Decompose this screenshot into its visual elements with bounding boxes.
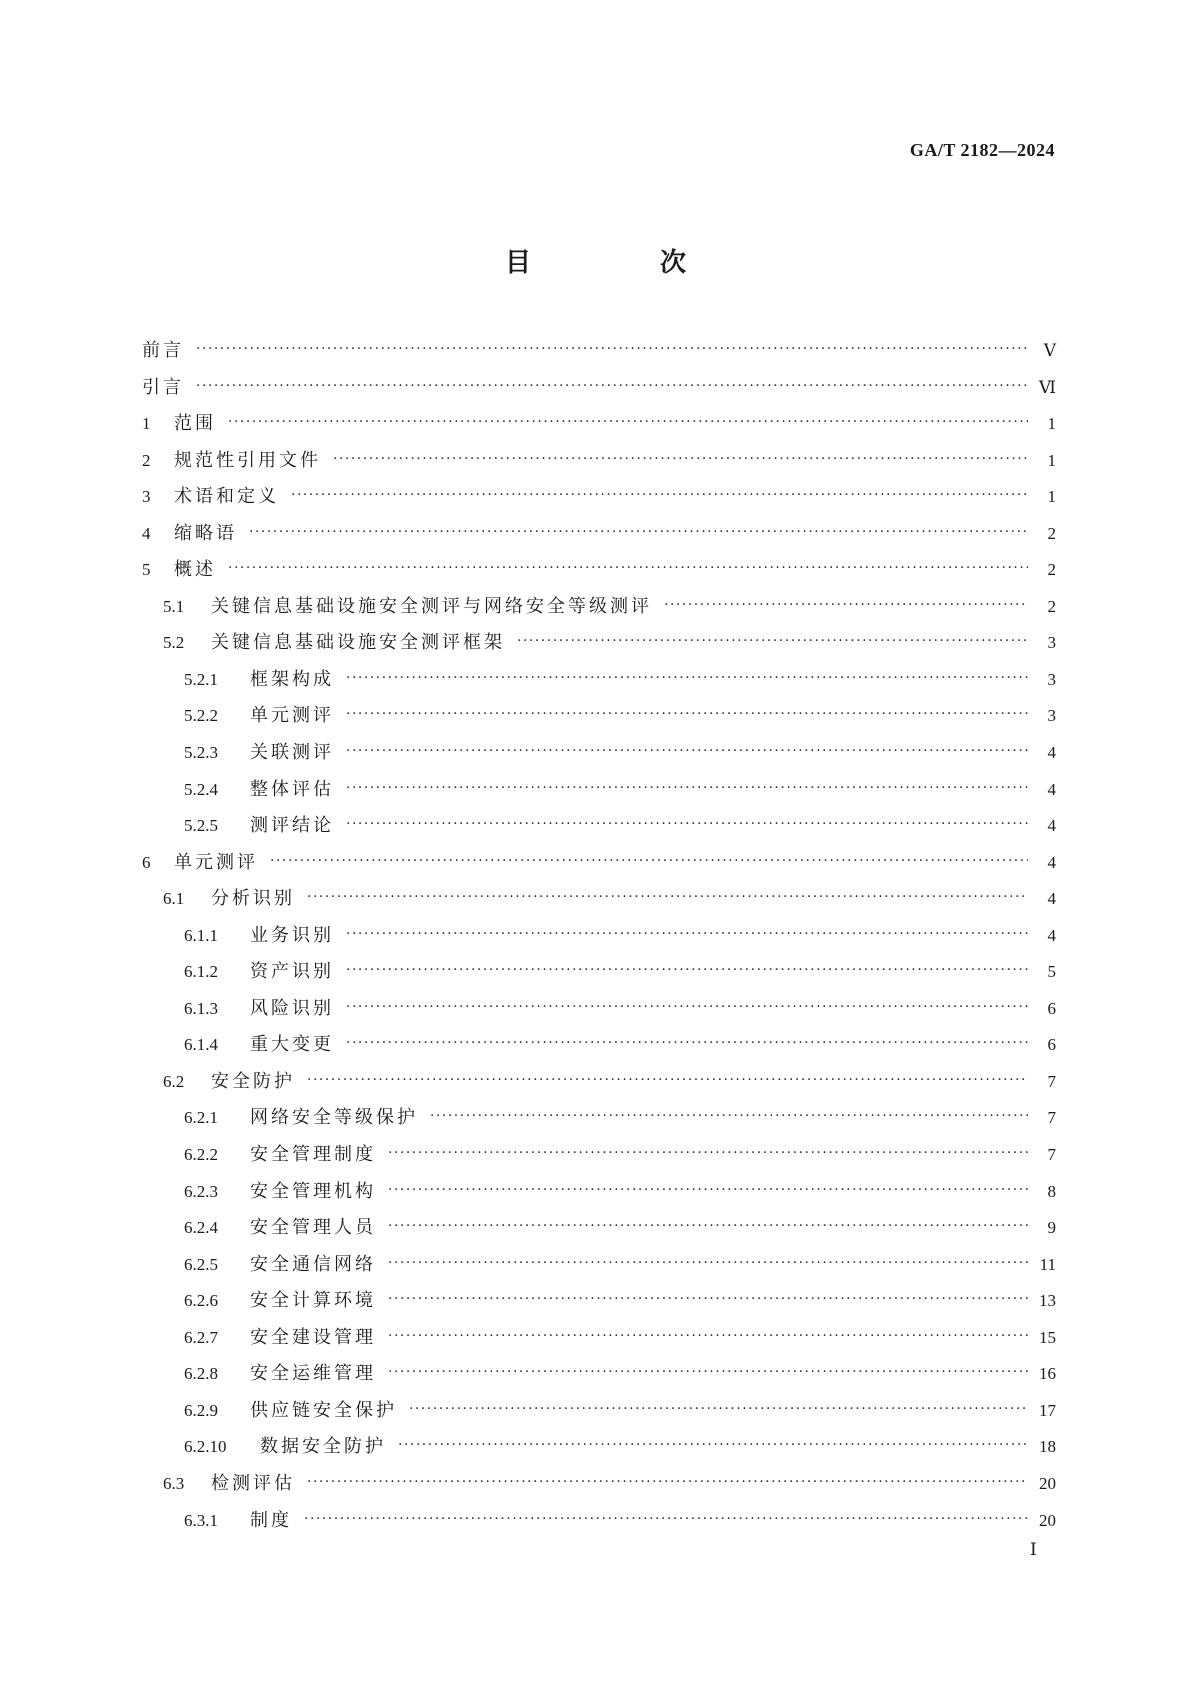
toc-entry-page: Ⅵ [1038, 377, 1056, 397]
toc-entry-label: 关联测评 [250, 742, 334, 764]
toc-entry-label: 制度 [250, 1509, 292, 1531]
toc-dot-leader [430, 1108, 1028, 1124]
toc-dot-leader [388, 1364, 1028, 1380]
toc-entry-page: Ⅴ [1043, 341, 1056, 360]
toc-entry-page: 2 [1047, 523, 1056, 543]
toc-entry-number: 6.1 [163, 889, 185, 909]
toc-entry[interactable] [142, 1177, 1056, 1214]
toc-entry[interactable] [142, 848, 1056, 885]
toc-entry-number: 6.2.1 [184, 1108, 218, 1128]
toc-entry-label: 风险识别 [250, 997, 334, 1019]
toc-entry-label: 规范性引用文件 [174, 449, 321, 471]
toc-entry-number: 5.2.5 [184, 816, 218, 836]
toc-entry-number: 6.2.10 [184, 1437, 227, 1457]
toc-entry-page: 1 [1047, 414, 1056, 434]
toc-entry-page: 4 [1047, 816, 1056, 836]
toc-entry-page: 8 [1047, 1181, 1056, 1201]
toc-entry-label: 安全建设管理 [250, 1326, 376, 1348]
toc-entry[interactable] [142, 1140, 1056, 1177]
toc-dot-leader [228, 560, 1028, 576]
toc-entry-number: 1 [142, 414, 151, 434]
toc-entry-number: 5.1 [163, 596, 185, 616]
toc-entry[interactable] [142, 482, 1056, 519]
toc-entry-number: 6.2.9 [184, 1400, 218, 1420]
toc-entry[interactable] [142, 1103, 1056, 1140]
toc-dot-leader [346, 780, 1028, 796]
toc-dot-leader [307, 889, 1028, 905]
toc-dot-leader [291, 487, 1028, 503]
toc-entry-page: 5 [1047, 962, 1056, 982]
toc-entry-label: 重大变更 [250, 1034, 334, 1056]
toc-entry-label: 安全运维管理 [250, 1363, 376, 1385]
toc-dot-leader [409, 1401, 1028, 1417]
toc-entry-page: 3 [1047, 669, 1056, 689]
toc-dot-leader [346, 926, 1028, 942]
toc-entry-number: 6.1.2 [184, 962, 218, 982]
toc-entry-page: 4 [1047, 779, 1056, 799]
toc-dot-leader [304, 1511, 1028, 1527]
toc-dot-leader [346, 962, 1028, 978]
toc-dot-leader [388, 1291, 1028, 1307]
toc-entry-label: 术语和定义 [174, 486, 279, 508]
toc-entry-page: 11 [1039, 1254, 1056, 1274]
toc-entry-number: 5.2.1 [184, 669, 218, 689]
toc-entry-number: 6.3 [163, 1473, 185, 1493]
toc-entry-page: 9 [1047, 1218, 1056, 1238]
toc-entry[interactable] [142, 1286, 1056, 1323]
toc-entry[interactable] [142, 665, 1056, 702]
toc-entry[interactable] [142, 555, 1056, 592]
toc-dot-leader [346, 999, 1028, 1015]
toc-dot-leader [307, 1474, 1028, 1490]
toc-entry[interactable] [142, 592, 1056, 629]
toc-entry-number: 6.2.3 [184, 1181, 218, 1201]
toc-entry-page: 15 [1039, 1327, 1056, 1347]
toc-entry[interactable] [142, 884, 1056, 921]
toc-entry[interactable] [142, 373, 1056, 410]
toc-entry-number: 5 [142, 560, 151, 580]
toc-dot-leader [388, 1182, 1028, 1198]
toc-entry-label: 安全管理人员 [250, 1217, 376, 1239]
toc-entry-label: 供应链安全保护 [250, 1399, 397, 1421]
toc-entry-page: 20 [1039, 1510, 1056, 1530]
toc-dot-leader [346, 816, 1028, 832]
toc-dot-leader [196, 378, 1028, 394]
toc-entry-page: 18 [1039, 1437, 1056, 1457]
toc-dot-leader [664, 597, 1028, 613]
toc-entry[interactable] [142, 738, 1056, 775]
toc-entry[interactable] [142, 1506, 1056, 1543]
toc-entry-number: 5.2.3 [184, 743, 218, 763]
toc-entry-page: 17 [1039, 1400, 1056, 1420]
toc-entry-label: 测评结论 [250, 815, 334, 837]
toc-entry[interactable] [142, 1469, 1056, 1506]
table-of-contents [142, 336, 1056, 1542]
page-title: 目 次 [504, 248, 747, 278]
toc-entry-number: 6.2.2 [184, 1145, 218, 1165]
toc-entry-page: 4 [1047, 852, 1056, 872]
toc-entry[interactable] [142, 1359, 1056, 1396]
toc-entry-label: 安全管理机构 [250, 1180, 376, 1202]
toc-entry-number: 6.1.4 [184, 1035, 218, 1055]
page-number: Ⅰ [1030, 1540, 1037, 1559]
toc-entry-page: 2 [1047, 560, 1056, 580]
toc-dot-leader [388, 1328, 1028, 1344]
toc-entry-number: 2 [142, 450, 151, 470]
toc-entry-page: 7 [1047, 1145, 1056, 1165]
toc-dot-leader [228, 414, 1028, 430]
toc-entry[interactable] [142, 1323, 1056, 1360]
toc-dot-leader [346, 743, 1028, 759]
toc-entry-label: 引言 [142, 376, 184, 398]
toc-entry-number: 6.2 [163, 1071, 185, 1091]
toc-entry[interactable] [142, 701, 1056, 738]
toc-entry-label: 数据安全防护 [260, 1436, 386, 1458]
toc-dot-leader [270, 853, 1028, 869]
toc-dot-leader [398, 1437, 1028, 1453]
toc-entry[interactable] [142, 1030, 1056, 1067]
toc-entry[interactable] [142, 446, 1056, 483]
toc-entry[interactable] [142, 1250, 1056, 1287]
toc-entry-page: 1 [1047, 450, 1056, 470]
toc-dot-leader [346, 670, 1028, 686]
toc-entry[interactable] [142, 957, 1056, 994]
toc-entry-number: 5.2.2 [184, 706, 218, 726]
toc-entry[interactable] [142, 994, 1056, 1031]
toc-entry-number: 6.2.4 [184, 1218, 218, 1238]
toc-dot-leader [517, 633, 1028, 649]
toc-entry[interactable] [142, 628, 1056, 665]
standard-code: GA/T 2182—2024 [909, 140, 1055, 160]
toc-entry[interactable] [142, 921, 1056, 958]
toc-entry-page: 3 [1047, 633, 1056, 653]
toc-entry-label: 安全防护 [211, 1070, 295, 1092]
toc-entry[interactable] [142, 409, 1056, 446]
toc-dot-leader [388, 1255, 1028, 1271]
toc-entry-page: 4 [1047, 889, 1056, 909]
toc-entry[interactable] [142, 775, 1056, 812]
toc-dot-leader [249, 524, 1028, 540]
toc-entry-page: 4 [1047, 925, 1056, 945]
toc-entry-number: 5.2 [163, 633, 185, 653]
toc-entry-page: 16 [1039, 1364, 1056, 1384]
toc-entry-label: 安全管理制度 [250, 1144, 376, 1166]
toc-entry-label: 概述 [174, 559, 216, 581]
toc-entry-label: 安全通信网络 [250, 1253, 376, 1275]
toc-entry-label: 关键信息基础设施安全测评框架 [211, 632, 505, 654]
toc-entry[interactable] [142, 336, 1056, 373]
toc-entry-label: 单元测评 [250, 705, 334, 727]
toc-entry-number: 4 [142, 523, 151, 543]
toc-entry-number: 6 [142, 852, 151, 872]
toc-entry[interactable] [142, 519, 1056, 556]
toc-entry-label: 网络安全等级保护 [250, 1107, 418, 1129]
toc-entry-label: 分析识别 [211, 888, 295, 910]
toc-entry-label: 整体评估 [250, 778, 334, 800]
toc-entry-label: 业务识别 [250, 924, 334, 946]
toc-entry-label: 检测评估 [211, 1472, 295, 1494]
toc-dot-leader [333, 451, 1028, 467]
toc-dot-leader [346, 706, 1028, 722]
toc-entry-number: 6.2.7 [184, 1327, 218, 1347]
toc-entry[interactable] [142, 1213, 1056, 1250]
toc-entry-page: 6 [1047, 1035, 1056, 1055]
toc-entry-page: 2 [1047, 596, 1056, 616]
toc-entry-label: 安全计算环境 [250, 1290, 376, 1312]
toc-entry-number: 3 [142, 487, 151, 507]
toc-entry-page: 4 [1047, 743, 1056, 763]
toc-entry-label: 范围 [174, 413, 216, 435]
toc-entry[interactable] [142, 1067, 1056, 1104]
toc-entry-label: 关键信息基础设施安全测评与网络安全等级测评 [211, 595, 652, 617]
toc-dot-leader [196, 341, 1028, 357]
toc-entry-page: 1 [1047, 487, 1056, 507]
toc-entry-number: 6.2.6 [184, 1291, 218, 1311]
toc-entry-number: 6.1.3 [184, 998, 218, 1018]
toc-entry-label: 资产识别 [250, 961, 334, 983]
toc-entry-page: 7 [1047, 1071, 1056, 1091]
toc-dot-leader [388, 1145, 1028, 1161]
toc-entry-page: 20 [1039, 1473, 1056, 1493]
toc-entry-page: 6 [1047, 998, 1056, 1018]
toc-entry-page: 7 [1047, 1108, 1056, 1128]
toc-dot-leader [307, 1072, 1028, 1088]
toc-entry-label: 缩略语 [174, 522, 237, 544]
toc-dot-leader [346, 1035, 1028, 1051]
toc-entry-page: 13 [1039, 1291, 1056, 1311]
toc-entry-page: 3 [1047, 706, 1056, 726]
toc-entry-number: 6.2.8 [184, 1364, 218, 1384]
toc-entry-number: 5.2.4 [184, 779, 218, 799]
toc-entry[interactable] [142, 1432, 1056, 1469]
toc-entry-label: 单元测评 [174, 851, 258, 873]
toc-entry-number: 6.3.1 [184, 1510, 218, 1530]
toc-entry-label: 框架构成 [250, 668, 334, 690]
toc-entry-number: 6.2.5 [184, 1254, 218, 1274]
toc-entry-label: 前言 [142, 340, 184, 361]
toc-entry[interactable] [142, 1396, 1056, 1433]
toc-entry[interactable] [142, 811, 1056, 848]
toc-entry-number: 6.1.1 [184, 925, 218, 945]
toc-dot-leader [388, 1218, 1028, 1234]
